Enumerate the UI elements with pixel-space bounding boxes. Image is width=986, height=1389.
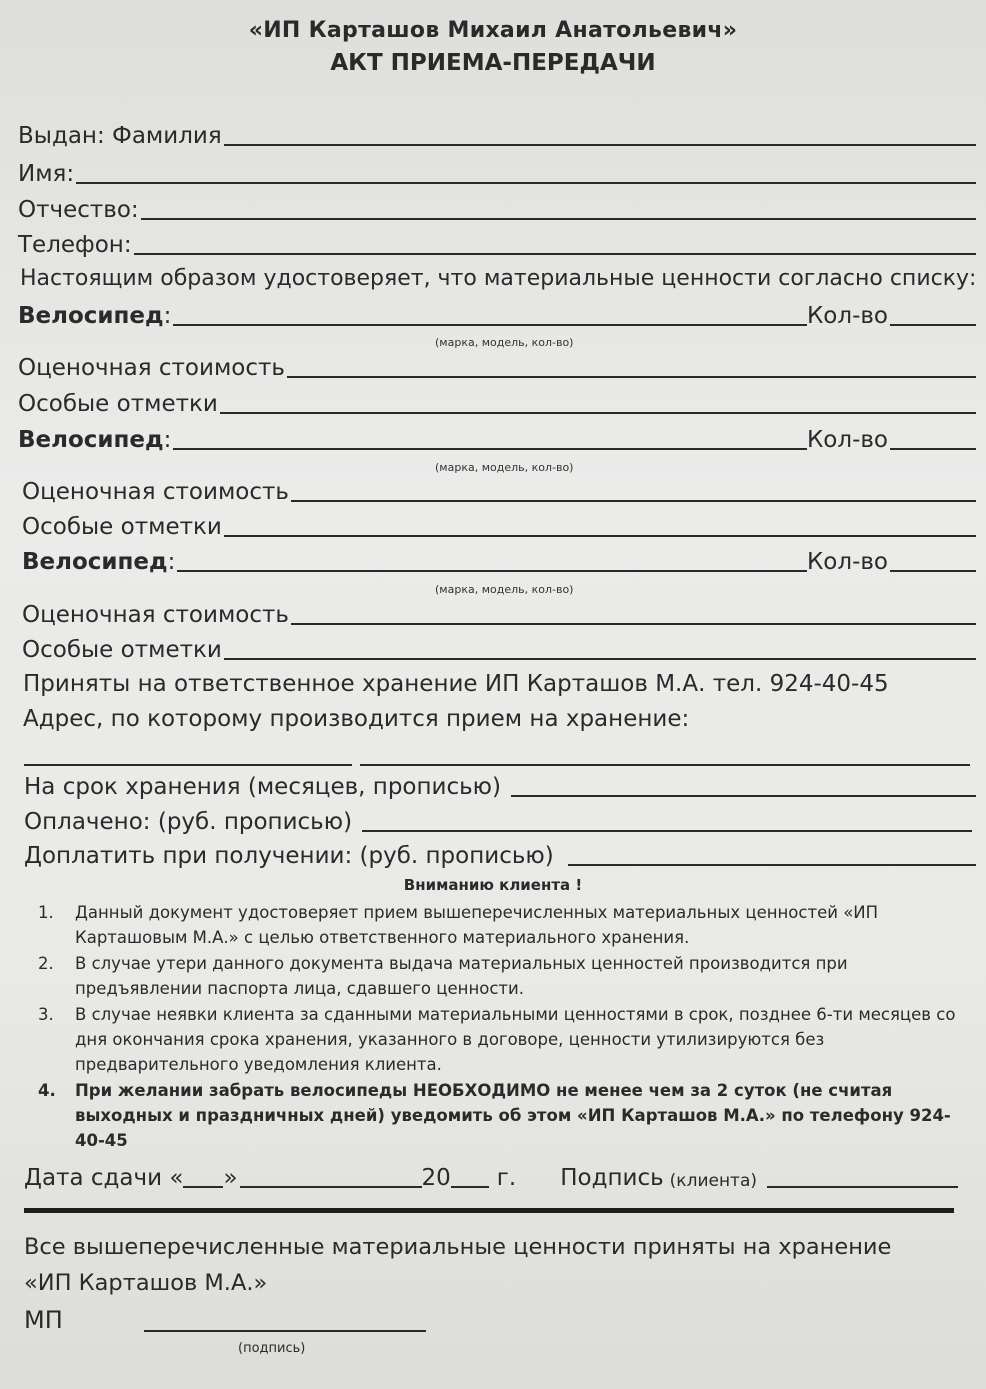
value-row	[22, 478, 976, 508]
notes-row	[22, 513, 976, 543]
notes-label: Особые отметки	[18, 391, 218, 417]
qty-field[interactable]	[890, 324, 976, 326]
item-number: 1.	[38, 903, 54, 922]
extra-row	[24, 842, 976, 872]
surname-row	[18, 122, 976, 152]
notes-field[interactable]	[220, 412, 976, 414]
phone-label: Телефон:	[18, 232, 132, 258]
paid-label: Оплачено: (руб. прописью)	[24, 809, 353, 835]
patronymic-row	[18, 196, 976, 226]
company-name: «ИП Карташов Михаил Анатольевич»	[248, 18, 738, 43]
bike-hint: (марка, модель, кол-во)	[435, 336, 574, 349]
bike-label: Велосипед	[18, 427, 164, 453]
signature-label: Подпись	[560, 1165, 664, 1191]
item-text: При желании забрать велосипеды НЕОБХОДИМО не менее чем за 2 суток (не считая выходных и праздничных дней) уведомить об этом «ИП Карташов М.А.» по телефону 924-40-45	[75, 1081, 951, 1150]
year-prefix: 20	[421, 1165, 451, 1191]
notes-field[interactable]	[224, 535, 976, 537]
qty-label: Кол-во	[806, 303, 888, 329]
value-field[interactable]	[287, 376, 976, 378]
separator-line	[24, 1208, 954, 1213]
term-label: На срок хранения (месяцев, прописью)	[24, 774, 502, 800]
bike-row	[18, 302, 976, 332]
name-row	[18, 160, 976, 190]
value-label: Оценочная стоимость	[18, 355, 285, 381]
paid-row	[24, 808, 972, 838]
bike-row	[22, 548, 976, 578]
bike-label: Велосипед	[22, 549, 168, 575]
bike-label: Велосипед	[18, 303, 164, 329]
surname-field[interactable]	[224, 144, 976, 146]
date-signature-row	[24, 1164, 958, 1194]
value-row	[18, 354, 976, 384]
list-item	[38, 900, 973, 950]
notes-label: Особые отметки	[22, 514, 222, 540]
date-quote-close: »	[223, 1165, 238, 1191]
qty-label: Кол-во	[806, 549, 888, 575]
bike-hint: (марка, модель, кол-во)	[435, 583, 574, 596]
day-field[interactable]	[183, 1186, 223, 1188]
list-item	[38, 1002, 973, 1077]
bike-field[interactable]	[173, 448, 807, 450]
stamp-label: МП	[24, 1306, 63, 1334]
document-title: АКТ ПРИЕМА-ПЕРЕДАЧИ	[330, 50, 656, 76]
value-field[interactable]	[291, 623, 976, 625]
bike-colon: :	[167, 549, 176, 575]
notes-field[interactable]	[224, 658, 976, 660]
name-label: Имя:	[18, 161, 75, 187]
phone-field[interactable]	[134, 253, 976, 255]
extra-field[interactable]	[568, 864, 976, 866]
item-text: Данный документ удостоверяет прием вышеперечисленных материальных ценностей «ИП Карташовым М.А.» с целью ответственного материального хранения.	[75, 903, 879, 947]
surname-label: Выдан: Фамилия	[18, 123, 222, 149]
qty-field[interactable]	[890, 448, 976, 450]
bike-colon: :	[163, 303, 172, 329]
sign-hint: (подпись)	[238, 1341, 306, 1356]
value-label: Оценочная стоимость	[22, 479, 289, 505]
value-row	[22, 601, 976, 631]
list-item	[38, 1078, 973, 1153]
address-label: Адрес, по которому производится прием на хранение:	[23, 706, 690, 732]
accepted-text: Приняты на ответственное хранение ИП Карташов М.А. тел. 924-40-45	[23, 671, 889, 697]
intro-text: Настоящим образом удостоверяет, что материальные ценности согласно списку:	[20, 266, 977, 291]
notes-label: Особые отметки	[22, 637, 222, 663]
term-row	[24, 773, 976, 803]
phone-row	[18, 231, 976, 261]
qty-label: Кол-во	[806, 427, 888, 453]
notice-list	[38, 900, 973, 1154]
month-field[interactable]	[240, 1186, 422, 1188]
year-suffix: г.	[496, 1165, 517, 1191]
notes-row	[22, 636, 976, 666]
notice-title: Вниманию клиента !	[403, 876, 583, 894]
receiver-signature-field[interactable]	[144, 1330, 426, 1332]
final-line-2: «ИП Карташов М.А.»	[24, 1270, 268, 1296]
value-field[interactable]	[291, 500, 976, 502]
bike-field[interactable]	[177, 570, 807, 572]
item-number: 2.	[38, 954, 54, 973]
extra-label: Доплатить при получении: (руб. прописью)	[24, 843, 554, 869]
address-field-1[interactable]	[24, 764, 352, 766]
item-text: В случае утери данного документа выдача материальных ценностей производится при предъявлении паспорта лица, сдавшего ценности.	[75, 954, 848, 998]
item-number: 4.	[38, 1081, 56, 1100]
year-field[interactable]	[451, 1186, 489, 1188]
signature-hint: (клиента)	[669, 1171, 758, 1191]
notes-row	[18, 390, 976, 420]
bike-field[interactable]	[173, 324, 807, 326]
address-field-2[interactable]	[360, 764, 970, 766]
item-number: 3.	[38, 1005, 54, 1024]
date-label: Дата сдачи «	[24, 1165, 184, 1191]
paid-field[interactable]	[362, 830, 972, 832]
term-field[interactable]	[511, 795, 976, 797]
patronymic-label: Отчество:	[18, 197, 139, 223]
bike-row	[18, 426, 976, 456]
final-line-1: Все вышеперечисленные материальные ценности приняты на хранение	[24, 1234, 892, 1260]
client-signature-field[interactable]	[767, 1186, 958, 1188]
bike-colon: :	[163, 427, 172, 453]
name-field[interactable]	[76, 182, 976, 184]
qty-field[interactable]	[890, 570, 976, 572]
value-label: Оценочная стоимость	[22, 602, 289, 628]
bike-hint: (марка, модель, кол-во)	[435, 461, 574, 474]
list-item	[38, 951, 973, 1001]
document-header	[0, 18, 986, 76]
item-text: В случае неявки клиента за сданными материальными ценностями в срок, позднее 6-ти месяцев со дня окончания срока хранения, указанного в договоре, ценности утилизируются без предварительного уведомления клиента.	[75, 1005, 956, 1074]
patronymic-field[interactable]	[141, 218, 976, 220]
